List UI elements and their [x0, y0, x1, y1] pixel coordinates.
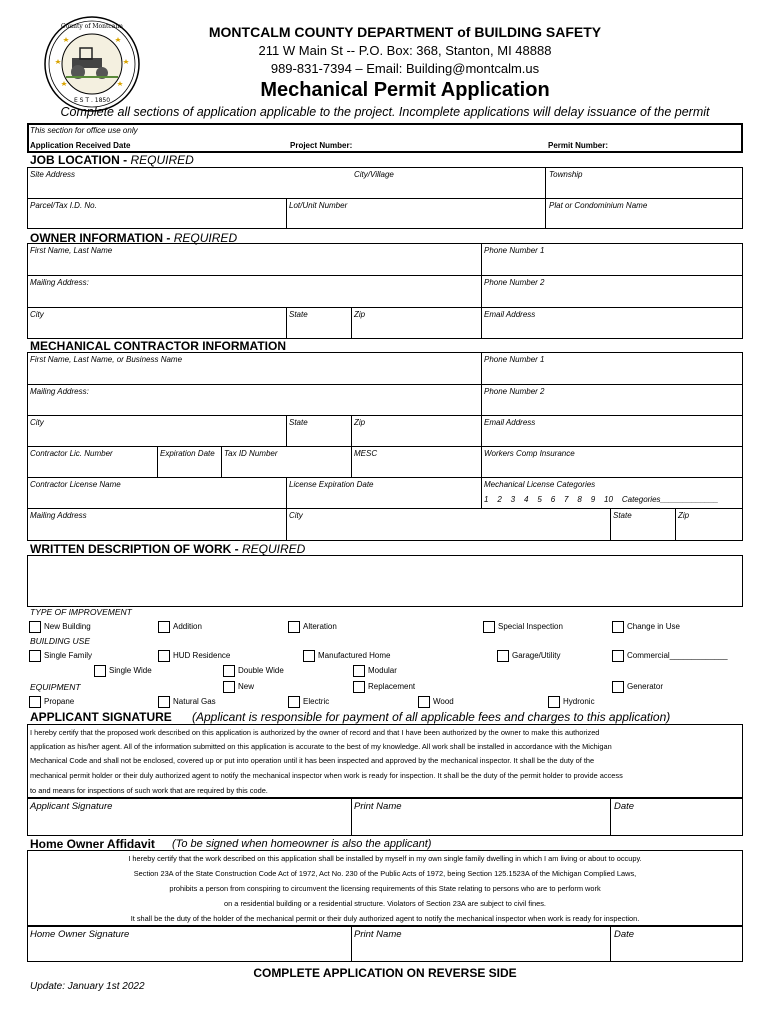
- applicant-signature-field[interactable]: Applicant Signature: [30, 801, 113, 812]
- contractor-phone-2-field[interactable]: Phone Number 2: [484, 387, 545, 396]
- license-expiration-date-field[interactable]: License Expiration Date: [289, 480, 374, 489]
- addition-checkbox[interactable]: [158, 621, 170, 633]
- contractor-tax-id-field[interactable]: Tax ID Number: [224, 449, 278, 458]
- contractor-email-field[interactable]: Email Address: [484, 418, 536, 427]
- generator-checkbox[interactable]: [612, 681, 624, 693]
- double-wide-checkbox[interactable]: [223, 665, 235, 677]
- new-equipment-checkbox[interactable]: [223, 681, 235, 693]
- department-contact: 989-831-7394 – Email: Building@montcalm.us: [270, 61, 540, 76]
- svg-text:County of Montcalm: County of Montcalm: [61, 23, 123, 30]
- type-of-improvement-heading: TYPE OF IMPROVEMENT: [30, 607, 132, 617]
- applicant-certification-line-5: to and means for inspections of such work that are required by this code.: [30, 786, 268, 795]
- electric-label: Electric: [303, 697, 330, 706]
- affidavit-line-4: on a residential building or a residential structure. Violators of Section 23A are subject to civil fines.: [224, 899, 546, 908]
- home-owner-print-name-field[interactable]: Print Name: [354, 929, 402, 940]
- applicant-certification-line-3: Mechanical Code and shall not be enclosed, covered up or put into operation until it has been inspected and approved by the mechanical inspector. It shall be the duty of the: [30, 756, 595, 765]
- home-owner-affidavit-note: (To be signed when homeowner is also the applicant): [172, 838, 432, 850]
- city-village-field[interactable]: City/Village: [354, 170, 394, 179]
- form-instructions: Complete all sections of application applicable to the project. Incomplete applications will delay issuance of the permit: [60, 105, 710, 119]
- office-use-note: This section for office use only: [30, 126, 138, 135]
- natural-gas-label: Natural Gas: [173, 697, 216, 706]
- contractor-phone-1-field[interactable]: Phone Number 1: [484, 355, 545, 364]
- form-title: Mechanical Permit Application: [260, 79, 550, 101]
- special-inspection-label: Special Inspection: [498, 622, 563, 631]
- owner-zip-field[interactable]: Zip: [354, 310, 366, 319]
- manufactured-home-label: Manufactured Home: [318, 651, 391, 660]
- license-category-options[interactable]: 1 2 3 4 5 6 7 8 9 10 Categories_____________: [484, 495, 719, 504]
- county-seal: [42, 14, 142, 114]
- applicant-certification-line-2: application as his/her agent. All of the information submitted on this application is accurate to the best of my knowledge. All work shall be installed in accordance with the Michigan: [30, 742, 612, 751]
- new-building-label: New Building: [44, 622, 91, 631]
- natural-gas-checkbox[interactable]: [158, 696, 170, 708]
- double-wide-label: Double Wide: [238, 666, 284, 675]
- single-wide-checkbox[interactable]: [94, 665, 106, 677]
- garage-utility-checkbox[interactable]: [497, 650, 509, 662]
- contractor-mesc-field[interactable]: MESC: [354, 449, 378, 458]
- addition-label: Addition: [173, 622, 202, 631]
- manufactured-home-checkbox[interactable]: [303, 650, 315, 662]
- complete-reverse-side-note: COMPLETE APPLICATION ON REVERSE SIDE: [253, 966, 517, 980]
- home-owner-signature-field[interactable]: Home Owner Signature: [30, 929, 130, 940]
- work-description-field[interactable]: [27, 555, 743, 607]
- alteration-label: Alteration: [303, 622, 337, 631]
- single-family-label: Single Family: [44, 651, 93, 660]
- hydronic-checkbox[interactable]: [548, 696, 560, 708]
- contractor-name-field[interactable]: First Name, Last Name, or Business Name: [30, 355, 183, 364]
- work-description-heading: WRITTEN DESCRIPTION OF WORK - REQUIRED: [30, 542, 306, 556]
- workers-comp-field[interactable]: Workers Comp Insurance: [484, 449, 575, 458]
- lot-unit-number-field[interactable]: Lot/Unit Number: [289, 201, 348, 210]
- commercial-checkbox[interactable]: [612, 650, 624, 662]
- contractor-state-2-field[interactable]: State: [613, 511, 632, 520]
- propane-checkbox[interactable]: [29, 696, 41, 708]
- department-name: MONTCALM COUNTY DEPARTMENT of BUILDING SAFETY: [208, 24, 602, 40]
- owner-phone-1-field[interactable]: Phone Number 1: [484, 246, 545, 255]
- site-address-field[interactable]: Site Address: [30, 170, 76, 179]
- electric-checkbox[interactable]: [288, 696, 300, 708]
- contractor-zip-field[interactable]: Zip: [354, 418, 366, 427]
- contractor-state-field[interactable]: State: [289, 418, 308, 427]
- application-received-date-label: Application Received Date: [30, 141, 131, 150]
- change-in-use-checkbox[interactable]: [612, 621, 624, 633]
- applicant-responsibility-note: (Applicant is responsible for payment of all applicable fees and charges to this application): [192, 710, 671, 724]
- special-inspection-checkbox[interactable]: [483, 621, 495, 633]
- parcel-tax-id-field[interactable]: Parcel/Tax I.D. No.: [30, 201, 97, 210]
- wood-label: Wood: [433, 697, 454, 706]
- owner-email-field[interactable]: Email Address: [484, 310, 536, 319]
- owner-mailing-address-field[interactable]: Mailing Address:: [30, 278, 89, 287]
- owner-information-box: [27, 243, 743, 339]
- applicant-signature-heading: APPLICANT SIGNATURE: [30, 710, 172, 724]
- plat-condominium-field[interactable]: Plat or Condominium Name: [549, 201, 648, 210]
- permit-number-label: Permit Number:: [548, 141, 609, 150]
- applicant-certification-line-1: I hereby certify that the proposed work described on this application is authorized by the owner of record and that I have been authorized by the owner to make this authorized: [30, 728, 600, 737]
- affidavit-line-2: Section 23A of the State Construction Code Act of 1972, Act No. 230 of the Public Acts of 1972, being Section 125.1523A of the Michigan Complied Laws,: [133, 869, 637, 878]
- hud-residence-checkbox[interactable]: [158, 650, 170, 662]
- contractor-city-field[interactable]: City: [30, 418, 44, 427]
- township-field[interactable]: Township: [549, 170, 583, 179]
- project-number-label: Project Number:: [290, 141, 353, 150]
- hud-residence-label: HUD Residence: [173, 651, 231, 660]
- applicant-certification-line-4: mechanical permit holder or their duly authorized agent to notify the mechanical inspector when work is ready for inspection. It shall be the duty of the permit holder to provide access: [30, 771, 623, 780]
- wood-checkbox[interactable]: [418, 696, 430, 708]
- equipment-heading: EQUIPMENT: [30, 682, 81, 692]
- contractor-expiration-date-field[interactable]: Expiration Date: [160, 449, 215, 458]
- hydronic-label: Hydronic: [563, 697, 595, 706]
- replacement-checkbox[interactable]: [353, 681, 365, 693]
- contractor-city-2-field[interactable]: City: [289, 511, 303, 520]
- home-owner-date-field[interactable]: Date: [614, 929, 635, 940]
- department-address: 211 W Main St -- P.O. Box: 368, Stanton, MI 48888: [258, 43, 552, 58]
- owner-phone-2-field[interactable]: Phone Number 2: [484, 278, 545, 287]
- building-use-heading: BUILDING USE: [30, 636, 90, 646]
- affidavit-line-3: prohibits a person from conspiring to circumvent the licensing requirements of this State relating to persons who are to perform work: [169, 884, 601, 893]
- contractor-license-number-field[interactable]: Contractor Lic. Number: [30, 449, 113, 458]
- change-in-use-label: Change in Use: [627, 622, 680, 631]
- garage-utility-label: Garage/Utility: [512, 651, 561, 660]
- single-wide-label: Single Wide: [109, 666, 152, 675]
- owner-information-heading: OWNER INFORMATION - REQUIRED: [30, 231, 238, 245]
- generator-label: Generator: [627, 682, 664, 691]
- replacement-label: Replacement: [368, 682, 416, 691]
- single-family-checkbox[interactable]: [29, 650, 41, 662]
- job-location-heading: JOB LOCATION - REQUIRED: [30, 153, 194, 167]
- home-owner-affidavit-heading: Home Owner Affidavit: [30, 837, 155, 851]
- contractor-information-heading: MECHANICAL CONTRACTOR INFORMATION: [30, 339, 286, 353]
- applicant-date-field[interactable]: Date: [614, 801, 635, 812]
- propane-label: Propane: [44, 697, 75, 706]
- contractor-license-name-field[interactable]: Contractor License Name: [30, 480, 121, 489]
- contractor-zip-2-field[interactable]: Zip: [678, 511, 690, 520]
- owner-state-field[interactable]: State: [289, 310, 308, 319]
- affidavit-line-5: It shall be the duty of the holder of the mechanical permit or their duly authorized agent to notify the mechanical inspector when work is ready for inspection.: [130, 914, 640, 923]
- owner-city-field[interactable]: City: [30, 310, 44, 319]
- affidavit-line-1: I hereby certify that the work described on this application shall be installed by myself in my own single family dwelling in which I am living or about to occupy.: [128, 854, 642, 863]
- owner-name-field[interactable]: First Name, Last Name: [30, 246, 113, 255]
- new-building-checkbox[interactable]: [29, 621, 41, 633]
- svg-text:E S T . 1850: E S T . 1850: [73, 97, 111, 104]
- modular-checkbox[interactable]: [353, 665, 365, 677]
- contractor-mailing-address-2-field[interactable]: Mailing Address: [30, 511, 87, 520]
- modular-label: Modular: [368, 666, 397, 675]
- contractor-mailing-address-field[interactable]: Mailing Address:: [30, 387, 89, 396]
- applicant-print-name-field[interactable]: Print Name: [354, 801, 402, 812]
- new-equipment-label: New: [238, 682, 255, 691]
- alteration-checkbox[interactable]: [288, 621, 300, 633]
- mechanical-license-categories-label: Mechanical License Categories: [484, 480, 596, 489]
- commercial-label: Commercial_____________: [627, 651, 728, 660]
- update-date: Update: January 1st 2022: [30, 981, 145, 992]
